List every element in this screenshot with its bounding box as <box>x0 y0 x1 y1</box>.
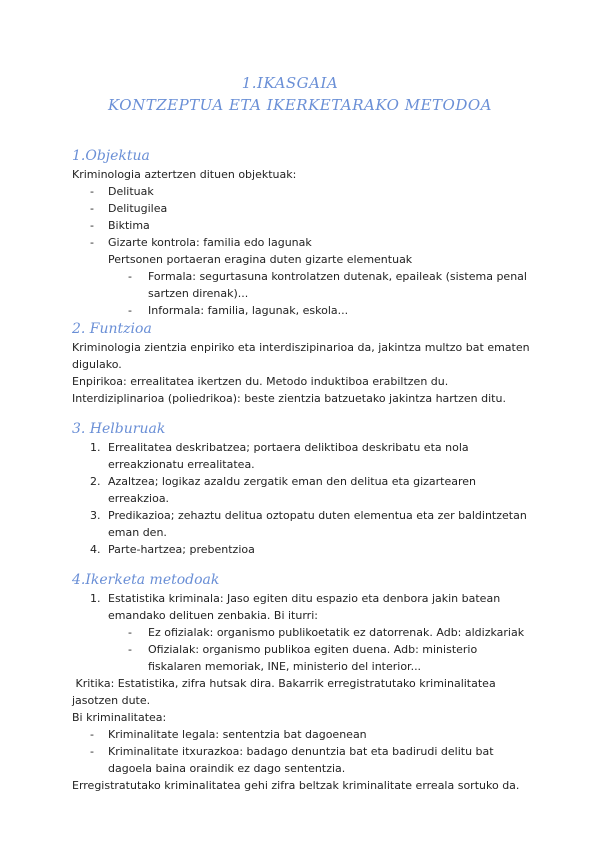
section-heading-funtzioa: 2. Funtzioa <box>72 321 152 337</box>
helburuak-list <box>72 439 532 558</box>
list-item: - Ofizialak: organismo publikoa egiten duena. Adb: ministerio fiskalaren memoriak, INE, ministerio del interior... <box>72 641 532 675</box>
list-number: 2. <box>90 475 101 488</box>
list-number: 1. <box>90 592 101 605</box>
paragraph: Interdiziplinarioa (poliedrikoa): beste zientzia batzuetako jakintza hartzen ditu. <box>72 392 506 405</box>
list-number: 3. <box>90 509 101 522</box>
closing-paragraph: Erregistratutako kriminalitatea gehi zifra beltzak kriminalitate erreala sortuko da. <box>72 779 520 792</box>
title-line-1: 1.IKASGAIA <box>241 74 339 92</box>
list-item: - Delituak <box>72 183 532 200</box>
iturriak-sublist <box>72 624 532 675</box>
kriminalitatea-list <box>72 726 532 777</box>
list-text: Errealitatea deskribatzea; portaera deliktiboa deskribatu eta nola erreakzionatu errealitatea. <box>108 441 469 471</box>
section-heading-helburuak: 3. Helburuak <box>72 421 166 437</box>
document-title <box>0 72 600 116</box>
list-item <box>72 541 532 558</box>
list-text: Estatistika kriminala: Jaso egiten ditu espazio eta denbora jakin batean emandako delituen zenbakia. Bi iturri: <box>108 592 501 622</box>
document-body <box>72 146 532 794</box>
list-text: Predikazioa; zehaztu delitua oztopatu duten elementua eta zer baldintzetan eman den. <box>108 509 527 539</box>
list-item: - Formala: segurtasuna kontrolatzen dutenak, epaileak (sistema penal sartzen direnak)... <box>72 268 532 302</box>
title-line-2: KONTZEPTUA ETA IKERKETARAKO METODOA <box>107 96 493 114</box>
list-item <box>72 473 532 507</box>
list-item <box>72 439 532 473</box>
list-item: - Biktima <box>72 217 532 234</box>
ikerketa-list <box>72 590 532 624</box>
list-text: Parte-hartzea; prebentzioa <box>108 543 255 556</box>
list-text: Azaltzea; logikaz azaldu zergatik eman den delitua eta gizartearen erreakzioa. <box>108 475 477 505</box>
section-heading-objektua: 1.Objektua <box>72 148 150 164</box>
list-continuation: Pertsonen portaeran eragina duten gizarte elementuak <box>108 253 413 266</box>
kritika-paragraph: Kritika: Estatistika, zifra hutsak dira. Bakarrik erregistratutako kriminalitatea jasotzen dute. <box>72 677 500 707</box>
section-intro: Kriminologia aztertzen dituen objektuak: <box>72 168 297 181</box>
list-item <box>72 507 532 541</box>
list-item: - Gizarte kontrola: familia edo lagunak <box>72 234 532 251</box>
section-heading-ikerketa-metodoak: 4.Ikerketa metodoak <box>72 572 220 588</box>
list-item: - Kriminalitate itxurazkoa: badago denuntzia bat eta badirudi delitu bat dagoela baina oraindik ez dago sententzia. <box>72 743 532 777</box>
list-item: - Kriminalitate legala: sententzia bat dagoenean <box>72 726 532 743</box>
objektua-list <box>72 183 532 251</box>
list-item: - Ez ofizialak: organismo publikoetatik ez datorrenak. Adb: aldizkariak <box>72 624 532 641</box>
paragraph: Enpirikoa: errealitatea ikertzen du. Metodo induktiboa erabiltzen du. <box>72 375 449 388</box>
list-item: - Informala: familia, lagunak, eskola... <box>72 302 532 319</box>
paragraph: Bi kriminalitatea: <box>72 711 167 724</box>
list-item: - Delitugilea <box>72 200 532 217</box>
paragraph: Kriminologia zientzia enpiriko eta interdiszipinarioa da, jakintza multzo bat ematen digulako. <box>72 341 530 371</box>
list-number: 1. <box>90 441 101 454</box>
gizarte-kontrola-sublist <box>72 268 532 319</box>
list-item <box>72 590 532 624</box>
list-number: 4. <box>90 543 101 556</box>
